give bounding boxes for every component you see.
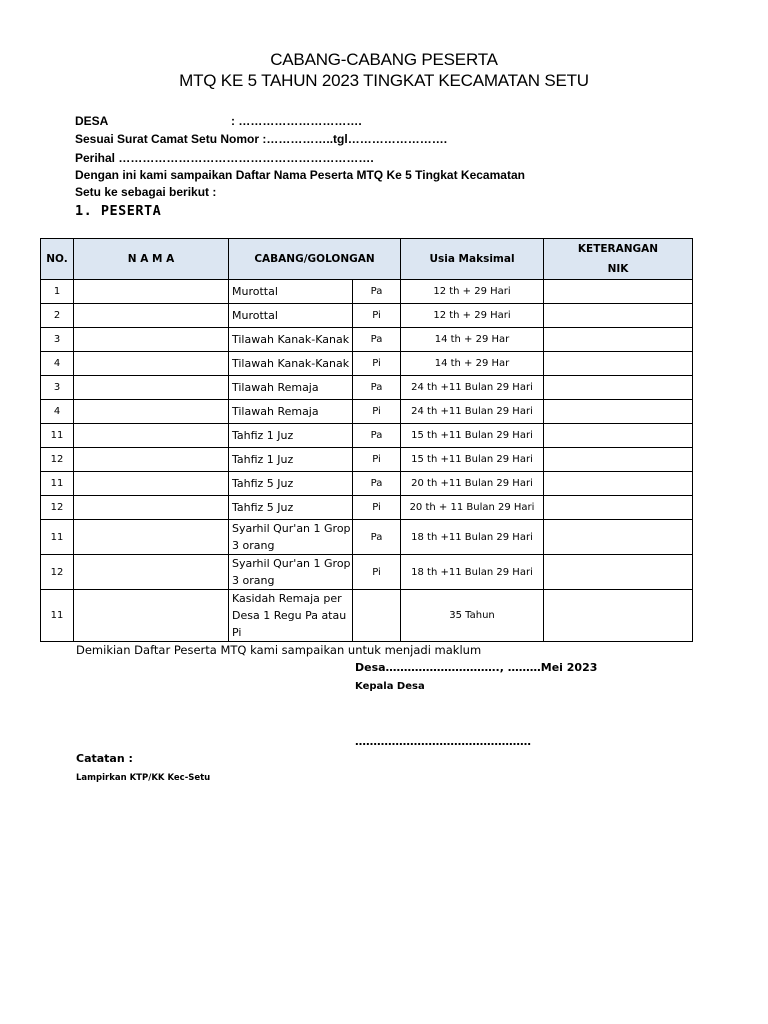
row-golongan: Pi xyxy=(353,496,401,520)
row-nama xyxy=(74,352,229,376)
row-nik xyxy=(544,376,693,400)
row-usia: 24 th +11 Bulan 29 Hari xyxy=(401,400,544,424)
note-label: Catatan : xyxy=(76,752,133,765)
section-title: 1. PESERTA xyxy=(75,203,162,219)
row-nik xyxy=(544,590,693,642)
header-nama: N A M A xyxy=(74,239,229,280)
header-no: NO. xyxy=(41,239,74,280)
row-no: 12 xyxy=(41,448,74,472)
row-cabang: Murottal xyxy=(229,280,353,304)
doc-title-line2: MTQ KE 5 TAHUN 2023 TINGKAT KECAMATAN SETU xyxy=(179,71,589,90)
row-cabang: Tilawah Kanak-Kanak xyxy=(229,352,353,376)
row-cabang: Tahfiz 1 Juz xyxy=(229,448,353,472)
row-no: 2 xyxy=(41,304,74,328)
table-row xyxy=(41,376,693,400)
row-cabang: Tilawah Remaja xyxy=(229,400,353,424)
row-nama xyxy=(74,424,229,448)
row-no: 1 xyxy=(41,280,74,304)
row-usia: 18 th +11 Bulan 29 Hari xyxy=(401,520,544,555)
table-row xyxy=(41,448,693,472)
table-row xyxy=(41,520,693,555)
row-no: 12 xyxy=(41,555,74,590)
row-nik xyxy=(544,472,693,496)
desa-label: DESA xyxy=(75,114,109,128)
row-cabang: Syarhil Qur'an 1 Grop 3 orang xyxy=(229,555,353,590)
row-golongan: Pi xyxy=(353,555,401,590)
table-row xyxy=(41,352,693,376)
row-golongan: Pa xyxy=(353,472,401,496)
row-cabang: Kasidah Remaja per Desa 1 Regu Pa atau Pi xyxy=(229,590,353,642)
row-nama xyxy=(74,520,229,555)
surat-line: Sesuai Surat Camat Setu Nomor :……………..tgl……………………. xyxy=(75,132,448,146)
row-no: 12 xyxy=(41,496,74,520)
row-cabang: Tilawah Remaja xyxy=(229,376,353,400)
signature-line: ………………………………………… xyxy=(355,735,531,748)
row-nik xyxy=(544,280,693,304)
row-usia: 14 th + 29 Har xyxy=(401,328,544,352)
row-nama xyxy=(74,555,229,590)
row-cabang: Syarhil Qur'an 1 Grop 3 orang xyxy=(229,520,353,555)
row-no: 3 xyxy=(41,376,74,400)
row-usia: 18 th +11 Bulan 29 Hari xyxy=(401,555,544,590)
row-nama xyxy=(74,448,229,472)
row-no: 4 xyxy=(41,352,74,376)
row-golongan: Pi xyxy=(353,400,401,424)
row-usia: 20 th + 11 Bulan 29 Hari xyxy=(401,496,544,520)
table-row xyxy=(41,328,693,352)
row-usia: 15 th +11 Bulan 29 Hari xyxy=(401,424,544,448)
row-golongan: Pa xyxy=(353,520,401,555)
row-usia: 20 th +11 Bulan 29 Hari xyxy=(401,472,544,496)
table-row xyxy=(41,472,693,496)
row-cabang: Tahfiz 1 Juz xyxy=(229,424,353,448)
row-usia: 24 th +11 Bulan 29 Hari xyxy=(401,376,544,400)
row-usia: 14 th + 29 Har xyxy=(401,352,544,376)
perihal-line: Perihal ………………………………………………………. xyxy=(75,151,374,165)
row-nik xyxy=(544,448,693,472)
row-usia: 12 th + 29 Hari xyxy=(401,304,544,328)
intro-line-1: Dengan ini kami sampaikan Daftar Nama Peserta MTQ Ke 5 Tingkat Kecamatan xyxy=(75,168,525,182)
row-golongan: Pi xyxy=(353,304,401,328)
row-nik xyxy=(544,555,693,590)
row-cabang: Murottal xyxy=(229,304,353,328)
table-row xyxy=(41,400,693,424)
table-row xyxy=(41,555,693,590)
row-golongan: Pi xyxy=(353,352,401,376)
row-nama xyxy=(74,304,229,328)
row-usia: 35 Tahun xyxy=(401,590,544,642)
header-cabang: CABANG/GOLONGAN xyxy=(229,239,401,280)
row-nik xyxy=(544,352,693,376)
header-ket-label: KETERANGAN xyxy=(577,243,659,255)
desa-row xyxy=(75,114,362,128)
row-nama xyxy=(74,400,229,424)
row-golongan: Pi xyxy=(353,448,401,472)
table-row xyxy=(41,424,693,448)
row-nik xyxy=(544,328,693,352)
row-nik xyxy=(544,424,693,448)
row-cabang: Tahfiz 5 Juz xyxy=(229,472,353,496)
row-nama xyxy=(74,496,229,520)
row-usia: 12 th + 29 Hari xyxy=(401,280,544,304)
header-keterangan xyxy=(544,239,693,280)
attachment-note: Lampirkan KTP/KK Kec-Setu xyxy=(76,773,211,783)
row-no: 11 xyxy=(41,472,74,496)
row-golongan: Pa xyxy=(353,424,401,448)
doc-title-line1: CABANG-CABANG PESERTA xyxy=(270,50,498,69)
row-cabang: Tahfiz 5 Juz xyxy=(229,496,353,520)
row-no: 3 xyxy=(41,328,74,352)
table-row xyxy=(41,496,693,520)
row-golongan: Pa xyxy=(353,280,401,304)
row-cabang: Tilawah Kanak-Kanak xyxy=(229,328,353,352)
row-no: 11 xyxy=(41,520,74,555)
row-nama xyxy=(74,328,229,352)
row-nik xyxy=(544,520,693,555)
table-row xyxy=(41,304,693,328)
row-nama xyxy=(74,280,229,304)
row-golongan: Pa xyxy=(353,376,401,400)
desa-value: : …………………………. xyxy=(231,114,362,128)
signer-title: Kepala Desa xyxy=(355,681,425,692)
header-nik-label: NIK xyxy=(607,263,629,275)
table-header-row xyxy=(41,239,693,280)
row-golongan xyxy=(353,590,401,642)
row-no: 11 xyxy=(41,590,74,642)
row-no: 4 xyxy=(41,400,74,424)
row-nik xyxy=(544,304,693,328)
closing-statement: Demikian Daftar Peserta MTQ kami sampaikan untuk menjadi maklum xyxy=(76,643,482,657)
row-nik xyxy=(544,400,693,424)
row-usia: 15 th +11 Bulan 29 Hari xyxy=(401,448,544,472)
row-nik xyxy=(544,496,693,520)
intro-line-2: Setu ke sebagai berikut : xyxy=(75,185,217,199)
table-row xyxy=(41,280,693,304)
row-no: 11 xyxy=(41,424,74,448)
participants-table xyxy=(40,238,693,642)
row-nama xyxy=(74,590,229,642)
header-usia: Usia Maksimal xyxy=(401,239,544,280)
place-date: Desa…………………………., ………Mei 2023 xyxy=(355,661,598,674)
row-nama xyxy=(74,376,229,400)
row-golongan: Pa xyxy=(353,328,401,352)
table-row xyxy=(41,590,693,642)
row-nama xyxy=(74,472,229,496)
